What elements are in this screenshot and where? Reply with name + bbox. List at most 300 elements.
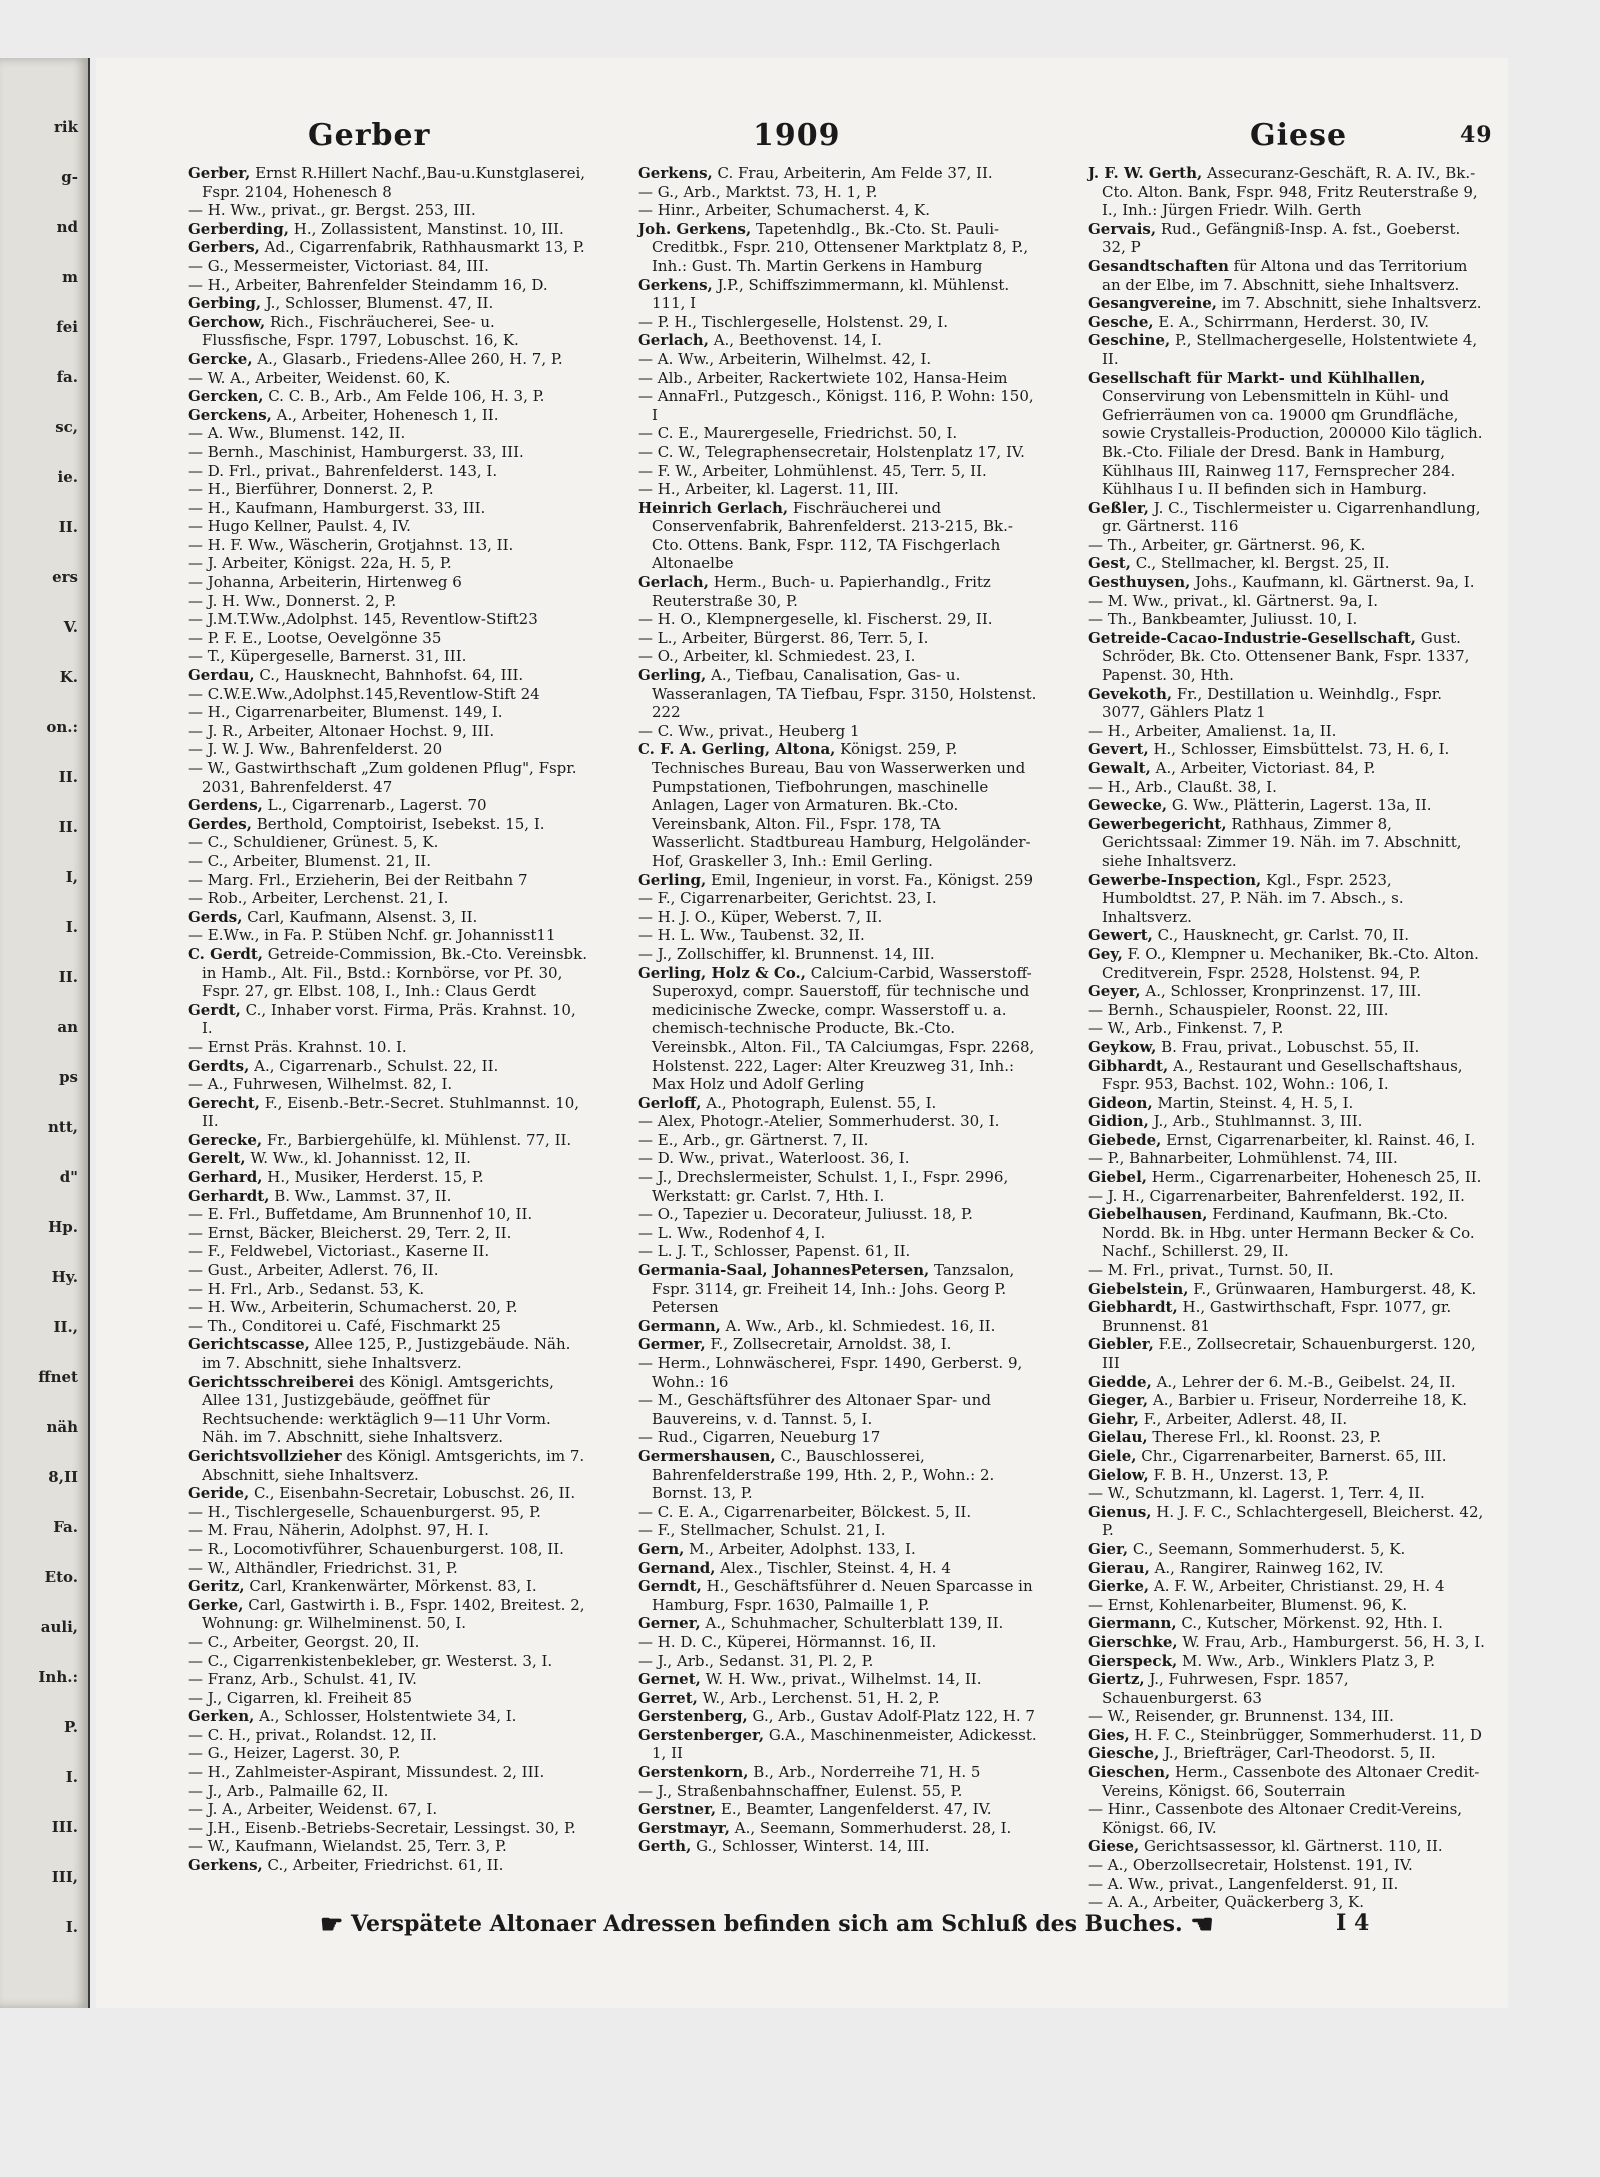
entry-details: G. Ww., Plätterin, Lagerst. 13a, II. xyxy=(1167,796,1432,815)
directory-entry xyxy=(1088,1484,1488,1503)
directory-entry xyxy=(188,1596,588,1633)
directory-entry xyxy=(638,1763,1038,1782)
directory-entry xyxy=(1088,740,1488,759)
entry-details: — W., Gastwirthschaft „Zum goldenen Pflug", Fspr. 2031, Bahrenfelderst. 47 xyxy=(188,759,577,796)
entry-details: — C. E., Maurergeselle, Friedrichst. 50, I. xyxy=(638,424,958,443)
entry-details: — M. Frl., privat., Turnst. 50, II. xyxy=(1088,1261,1334,1280)
directory-entry xyxy=(638,1689,1038,1708)
entry-details: — C. W., Telegraphensecretair, Holstenplatz 17, IV. xyxy=(638,442,1025,461)
directory-entry xyxy=(638,480,1038,499)
directory-entry xyxy=(188,443,588,462)
entry-name: Gevert, xyxy=(1088,740,1149,759)
entry-details: A., Cigarrenarb., Schulst. 22, II. xyxy=(249,1056,499,1075)
directory-entry xyxy=(638,387,1038,424)
entry-details: H., Schlosser, Eimsbüttelst. 73, H. 6, I. xyxy=(1148,740,1450,759)
entry-details: C., Stellmacher, kl. Bergst. 25, II. xyxy=(1130,554,1390,573)
entry-details: — A. Ww., Arbeiterin, Wilhelmst. 42, I. xyxy=(638,349,932,368)
directory-entry xyxy=(638,908,1038,927)
entry-details: Königst. 259, P. Technisches Bureau, Bau von Wasserwerken und Pumpstationen, Tiefbohrungen, maschinelle Anlagen, Lager von Armaturen. Bk.-Cto. Vereinsbank, Alton. Fil., Fspr. 178, TA Wasserlicht. Stadtbureau Hamburg, Helgoländer-Hof, Graskeller 3, Inh.: Emil Gerling. xyxy=(652,740,1031,870)
entry-details: Berthold, Comptoirist, Isebekst. 15, I. xyxy=(251,814,545,833)
directory-entry xyxy=(1088,1094,1488,1113)
entry-name: Heinrich Gerlach, xyxy=(638,498,789,517)
entry-details: — P., Bahnarbeiter, Lohmühlenst. 74, III. xyxy=(1088,1149,1398,1168)
entry-details: — G., Messermeister, Victoriast. 84, III. xyxy=(188,256,489,275)
previous-page-fragment: Fa. xyxy=(53,1518,78,1536)
directory-entry xyxy=(188,1242,588,1261)
directory-entry xyxy=(188,462,588,481)
entry-details: Rathhaus, Zimmer 8, Gerichtssaal: Zimmer 19. Näh. im 7. Abschnitt, siehe Inhaltsverz. xyxy=(1102,814,1462,870)
entry-name: Gerloff, xyxy=(638,1093,702,1112)
entry-details: Carl, Krankenwärter, Mörkenst. 83, I. xyxy=(244,1577,537,1596)
entry-details: Gust. Schröder, Bk. Cto. Ottensener Bank, Fspr. 1337, Papenst. 30, Hth. xyxy=(1102,628,1470,685)
directory-entry xyxy=(1088,1875,1488,1894)
directory-entry xyxy=(638,1391,1038,1428)
directory-entry xyxy=(638,871,1038,890)
entry-details: A., Lehrer der 6. M.-B., Geibelst. 24, II. xyxy=(1151,1372,1456,1391)
entry-details: C., Eisenbahn-Secretair, Lobuschst. 26, II. xyxy=(249,1484,576,1503)
directory-entry xyxy=(1088,1131,1488,1150)
previous-page-fragment: m xyxy=(62,268,78,286)
entry-name: Gewecke, xyxy=(1088,796,1168,815)
entry-name: Geritz, xyxy=(188,1577,245,1596)
directory-entry xyxy=(188,480,588,499)
entry-details: H. J. F. C., Schlachtergesell, Bleicherst. 42, P. xyxy=(1102,1502,1484,1540)
directory-entry xyxy=(188,1484,588,1503)
directory-entry xyxy=(1088,369,1488,499)
directory-entry xyxy=(1088,499,1488,536)
entry-details: — A., Fuhrwesen, Wilhelmst. 82, I. xyxy=(188,1075,453,1094)
entry-name: Gern, xyxy=(638,1539,685,1558)
entry-details: — L., Arbeiter, Bürgerst. 86, Terr. 5, I. xyxy=(638,628,929,647)
directory-entry xyxy=(1088,1744,1488,1763)
previous-page-fragment: ffnet xyxy=(38,1368,78,1386)
entry-name: Gerckens, xyxy=(188,405,272,424)
entry-name: Gesche, xyxy=(1088,312,1154,331)
entry-details: — A. A., Arbeiter, Quäckerberg 3, K. xyxy=(1088,1893,1365,1912)
directory-entry xyxy=(1088,164,1488,220)
entry-name: Giesche, xyxy=(1088,1744,1160,1763)
entry-details: A., Barbier u. Friseur, Norderreihe 18, K. xyxy=(1148,1391,1467,1410)
entry-details: — C. E. A., Cigarrenarbeiter, Bölckest. 5, II. xyxy=(638,1502,972,1521)
directory-entry xyxy=(1088,1856,1488,1875)
previous-page-fragment: III. xyxy=(51,1818,78,1836)
directory-entry xyxy=(188,1001,588,1038)
entry-details: A., Tiefbau, Canalisation, Gas- u. Wasseranlagen, TA Tiefbau, Fspr. 3150, Holstenst. 222 xyxy=(652,666,1037,722)
entry-details: — Hugo Kellner, Paulst. 4, IV. xyxy=(188,517,411,536)
entry-details: Fr., Barbiergehülfe, kl. Mühlenst. 77, II. xyxy=(262,1130,572,1149)
directory-entry xyxy=(188,1187,588,1206)
entry-details: B. Frau, privat., Lobuschst. 55, II. xyxy=(1156,1037,1420,1056)
entry-name: Gerndt, xyxy=(638,1577,702,1596)
entry-details: Gerichtsassessor, kl. Gärtnerst. 110, II. xyxy=(1139,1837,1443,1856)
directory-entry xyxy=(1088,1428,1488,1447)
entry-details: im 7. Abschnitt, siehe Inhaltsverz. xyxy=(1217,294,1482,313)
directory-entry xyxy=(188,1038,588,1057)
entry-name: Gerchow, xyxy=(188,312,266,331)
entry-details: A. F. W., Arbeiter, Christianst. 29, H. 4 xyxy=(1149,1577,1445,1596)
entry-details: — Th., Arbeiter, gr. Gärtnerst. 96, K. xyxy=(1088,535,1366,554)
directory-entry xyxy=(188,1577,588,1596)
entry-details: — J., Cigarren, kl. Freiheit 85 xyxy=(188,1688,413,1707)
directory-entry xyxy=(1088,629,1488,685)
directory-entry xyxy=(188,1280,588,1299)
entry-name: C. F. A. Gerling, Altona, xyxy=(638,740,836,759)
directory-entry xyxy=(1088,1187,1488,1206)
directory-entry xyxy=(638,313,1038,332)
entry-details: — J., Zollschiffer, kl. Brunnenst. 14, III. xyxy=(638,944,935,963)
directory-entry xyxy=(1088,220,1488,257)
entry-name: Gieger, xyxy=(1088,1391,1149,1410)
previous-page-fragment: 8,II xyxy=(48,1468,78,1486)
directory-entry xyxy=(638,1577,1038,1614)
directory-entry xyxy=(1088,1633,1488,1652)
directory-entry xyxy=(188,201,588,220)
entry-details: Assecuranz-Geschäft, R. A. IV., Bk.-Cto. Alton. Bank, Fspr. 948, Fritz Reuterstraße 9, I., Inh.: Jürgen Friedr. Wilh. Gerth xyxy=(1102,164,1478,220)
directory-entry xyxy=(638,740,1038,870)
previous-page-fragment: K. xyxy=(59,668,78,686)
directory-entry xyxy=(188,703,588,722)
entry-details: Ferdinand, Kaufmann, Bk.-Cto. Nordd. Bk. in Hbg. unter Hermann Becker & Co. Nachf., Schillerst. 29, II. xyxy=(1102,1205,1475,1261)
entry-details: Calcium-Carbid, Wasserstoff-Superoxyd, compr. Sauerstoff, für technische und medicinische Zwecke, compr. Wasserstoff u. a. chemisch-technische Producte, Bk.-Cto. Vereinsbk., Alton. Fil., TA Calciumgas, Fspr. 2268, Holstenst. 222, Lager: Alter Kreuzweg 31, Inh.: Max Holz und Adolf Gerling xyxy=(652,963,1035,1094)
directory-entry xyxy=(188,406,588,425)
pointing-hand-right-icon: ☛ xyxy=(320,1910,344,1940)
entry-name: Gerling, xyxy=(638,870,707,889)
entry-details: C. Frau, Arbeiterin, Am Felde 37, II. xyxy=(712,164,993,182)
entry-details: Allee 125, P., Justizgebäude. Näh. im 7. Abschnitt, siehe Inhaltsverz. xyxy=(202,1335,571,1372)
previous-page-fragment: fa. xyxy=(56,368,78,386)
directory-entry xyxy=(1088,1391,1488,1410)
entry-name: Gerberding, xyxy=(188,219,289,238)
entry-name: Gesangvereine, xyxy=(1088,294,1217,313)
entry-details: W. H. Ww., privat., Wilhelmst. 14, II. xyxy=(700,1670,982,1689)
entry-name: Gerdau, xyxy=(188,666,255,685)
entry-details: — H., Zahlmeister-Aspirant, Missundest. 2, III. xyxy=(188,1763,545,1782)
entry-name: Getreide-Cacao-Industrie-Gesellschaft, xyxy=(1088,628,1417,647)
directory-entry xyxy=(188,1800,588,1819)
entry-details: C., Arbeiter, Friedrichst. 61, II. xyxy=(262,1856,504,1875)
entry-details: des Königl. Amtsgerichts, im 7. Abschnitt, siehe Inhaltsverz. xyxy=(202,1446,585,1484)
entry-details: Tapetenhdlg., Bk.-Cto. St. Pauli-Creditbk., Fspr. 210, Ottensener Marktplatz 8, P., Inh.: Gust. Th. Martin Gerkens in Hamburg xyxy=(652,219,1029,275)
previous-page-fragment: näh xyxy=(46,1418,78,1436)
directory-entry xyxy=(188,499,588,518)
directory-entry xyxy=(638,1335,1038,1354)
entry-name: Gerkens, xyxy=(638,164,713,182)
entry-details: — Franz, Arb., Schulst. 41, IV. xyxy=(188,1670,417,1689)
directory-entry xyxy=(188,1317,588,1336)
previous-page-fragment: fei xyxy=(56,318,78,336)
entry-name: Gidion, xyxy=(1088,1112,1149,1131)
entry-name: Gerling, Holz & Co., xyxy=(638,963,806,982)
previous-page-fragment: d" xyxy=(59,1168,78,1186)
directory-entry xyxy=(638,220,1038,276)
entry-details: H., Geschäftsführer d. Neuen Sparcasse in Hamburg, Fspr. 1630, Palmaille 1, P. xyxy=(652,1577,1033,1614)
previous-page-fragment: Inh.: xyxy=(38,1668,78,1686)
entry-details: — P. F. E., Lootse, Oevelgönne 35 xyxy=(188,628,442,647)
entry-details: Fr., Destillation u. Weinhdlg., Fspr. 3077, Gählers Platz 1 xyxy=(1102,684,1443,722)
entry-details: Johs., Kaufmann, kl. Gärtnerst. 9a, I. xyxy=(1190,573,1475,592)
directory-entry xyxy=(188,220,588,239)
entry-name: Giehr, xyxy=(1088,1409,1139,1428)
entry-details: — C., Schuldiener, Grünest. 5, K. xyxy=(188,833,439,852)
directory-entry xyxy=(638,1782,1038,1801)
directory-entry xyxy=(638,462,1038,481)
entry-details: — Alb., Arbeiter, Rackertwiete 102, Hansa-Heim xyxy=(638,368,1008,387)
entry-name: Gerstenberg, xyxy=(638,1707,748,1726)
directory-entry xyxy=(188,1744,588,1763)
previous-page-fragment: II. xyxy=(58,818,78,836)
entry-details: F. B. H., Unzerst. 13, P. xyxy=(1148,1465,1329,1484)
entry-details: Therese Frl., kl. Roonst. 23, P. xyxy=(1147,1428,1382,1447)
directory-entry xyxy=(1088,685,1488,722)
previous-page-fragment: II. xyxy=(58,768,78,786)
directory-entry xyxy=(638,331,1038,350)
previous-page-fragment: II., xyxy=(53,1318,78,1336)
entry-details: F.E., Zollsecretair, Schauenburgerst. 120, III xyxy=(1102,1335,1476,1372)
directory-entry xyxy=(638,1094,1038,1113)
header-year: 1909 xyxy=(753,118,841,153)
entry-name: Gielow, xyxy=(1088,1465,1149,1484)
directory-entry xyxy=(188,1261,588,1280)
entry-details: — C., Cigarrenkistenbekleber, gr. Westerst. 3, I. xyxy=(188,1651,553,1670)
entry-details: Rud., Gefängniß-Insp. A. fst., Goeberst. 32, P xyxy=(1102,219,1461,257)
entry-details: — Hinr., Arbeiter, Schumacherst. 4, K. xyxy=(638,201,930,220)
previous-page-fragment: sc, xyxy=(55,418,78,436)
directory-entry xyxy=(638,1503,1038,1522)
entry-details: — Gust., Arbeiter, Adlerst. 76, II. xyxy=(188,1261,439,1280)
entry-name: Gervais, xyxy=(1088,219,1157,238)
directory-entry xyxy=(638,1614,1038,1633)
entry-details: A., Glasarb., Friedens-Allee 260, H. 7, P. xyxy=(252,349,563,368)
directory-entry xyxy=(638,647,1038,666)
entry-name: Gerecht, xyxy=(188,1093,260,1112)
entry-name: Gerth, xyxy=(638,1837,692,1856)
directory-entry xyxy=(1088,1001,1488,1020)
directory-entry xyxy=(188,257,588,276)
directory-entry xyxy=(188,573,588,592)
directory-entry xyxy=(638,1428,1038,1447)
directory-entry xyxy=(188,1298,588,1317)
entry-details: — W., Schutzmann, kl. Lagerst. 1, Terr. 4, II. xyxy=(1088,1484,1425,1503)
directory-entry xyxy=(188,313,588,350)
entry-details: — W., Arb., Finkenst. 7, P. xyxy=(1088,1019,1284,1038)
previous-page-fragment: g- xyxy=(61,168,78,186)
entry-name: Gerecke, xyxy=(188,1130,263,1149)
entry-name: Giedde, xyxy=(1088,1372,1152,1391)
directory-entry xyxy=(188,759,588,796)
entry-details: Martin, Steinst. 4, H. 5, I. xyxy=(1152,1093,1354,1112)
entry-details: B., Arb., Norderreihe 71, H. 5 xyxy=(748,1763,981,1782)
entry-name: Gewerbe-Inspection, xyxy=(1088,870,1262,889)
entry-name: Gerstenberger, xyxy=(638,1725,765,1744)
entry-details: — Th., Conditorei u. Café, Fischmarkt 25 xyxy=(188,1316,501,1335)
directory-entry xyxy=(188,1373,588,1447)
directory-entry xyxy=(638,350,1038,369)
entry-details: — H., Kaufmann, Hamburgerst. 33, III. xyxy=(188,498,486,517)
entry-details: P., Stellmachergeselle, Holstentwiete 4, II. xyxy=(1102,331,1478,368)
directory-entry xyxy=(1088,1837,1488,1856)
entry-name: Gieschen, xyxy=(1088,1763,1171,1782)
entry-details: J.P., Schiffszimmermann, kl. Mühlenst. 111, I xyxy=(652,275,1010,313)
previous-page-fragment: Hy. xyxy=(51,1268,78,1286)
directory-entry xyxy=(638,1224,1038,1243)
previous-page-fragment: on.: xyxy=(46,718,78,736)
directory-entry xyxy=(1088,1205,1488,1261)
entry-details: — AnnaFrl., Putzgesch., Königst. 116, P. Wohn: 150, I xyxy=(638,387,1034,424)
entry-details: H., Musiker, Herderst. 15, P. xyxy=(262,1168,484,1187)
entry-details: A., Rangirer, Rainweg 162, IV. xyxy=(1149,1558,1384,1577)
directory-entry xyxy=(1088,1112,1488,1131)
directory-entry xyxy=(1088,1447,1488,1466)
entry-details: — R., Locomotivführer, Schauenburgerst. 108, II. xyxy=(188,1539,564,1558)
entry-details: — M., Geschäftsführer des Altonaer Spar- und Bauvereins, v. d. Tannst. 5, I. xyxy=(638,1391,991,1428)
directory-entry xyxy=(638,629,1038,648)
entry-name: Gesthuysen, xyxy=(1088,573,1191,592)
entry-details: für Altona und das Territorium an der Elbe, im 7. Abschnitt, siehe Inhaltsverz. xyxy=(1102,256,1468,294)
entry-details: Chr., Cigarrenarbeiter, Barnerst. 65, III. xyxy=(1136,1446,1447,1465)
entry-name: Gerner, xyxy=(638,1614,701,1633)
entry-name: Germershausen, xyxy=(638,1446,776,1465)
entry-details: W., Arb., Lerchenst. 51, H. 2, P. xyxy=(697,1688,940,1707)
previous-page-edge xyxy=(0,58,90,2008)
directory-entry xyxy=(188,424,588,443)
entry-details: A., Schlosser, Kronprinzenst. 17, III. xyxy=(1140,982,1422,1001)
entry-details: — Bernh., Schauspieler, Roonst. 22, III. xyxy=(1088,1000,1389,1019)
entry-details: M. Ww., Arb., Winklers Platz 3, P. xyxy=(1177,1651,1435,1670)
directory-entry xyxy=(188,908,588,927)
entry-name: Gerling, xyxy=(638,666,707,685)
directory-entry xyxy=(1088,1763,1488,1800)
entry-details: — G., Arb., Marktst. 73, H. 1, P. xyxy=(638,182,878,201)
entry-details: — H. Ww., Arbeiterin, Schumacherst. 20, P. xyxy=(188,1298,518,1317)
entry-name: Geyer, xyxy=(1088,982,1141,1001)
directory-entry xyxy=(638,1242,1038,1261)
column-2 xyxy=(638,164,1038,1912)
directory-entry xyxy=(1088,982,1488,1001)
directory-entry xyxy=(1088,331,1488,368)
entry-details: — Ernst, Kohlenarbeiter, Blumenst. 96, K. xyxy=(1088,1595,1408,1614)
entry-details: — A. Ww., Blumenst. 142, II. xyxy=(188,424,406,443)
entry-details: E. A., Schirrmann, Herderst. 30, IV. xyxy=(1153,312,1430,331)
entry-details: W. Ww., kl. Johannisst. 12, II. xyxy=(245,1149,471,1168)
directory-entry xyxy=(188,1689,588,1708)
previous-page-fragment: II. xyxy=(58,518,78,536)
entry-name: Gewalt, xyxy=(1088,759,1151,777)
directory-entry xyxy=(188,833,588,852)
entry-details: Kgl., Fspr. 2523, Humboldtst. 27, P. Näh. im 7. Absch., s. Inhaltsverz. xyxy=(1102,870,1404,926)
entry-name: Gerlach, xyxy=(638,573,709,592)
entry-details: — J. Arbeiter, Königst. 22a, H. 5, P. xyxy=(188,554,452,573)
entry-details: Herm., Cigarrenarbeiter, Hohenesch 25, II. xyxy=(1147,1168,1482,1187)
entry-details: W. Frau, Arb., Hamburgerst. 56, H. 3, I. xyxy=(1177,1632,1485,1651)
previous-page-fragment: V. xyxy=(63,618,78,636)
signature-mark: I 4 xyxy=(1336,1910,1370,1936)
directory-entry xyxy=(1088,554,1488,573)
directory-entry xyxy=(1088,815,1488,871)
directory-entry xyxy=(188,685,588,704)
entry-details: — J.H., Eisenb.-Betriebs-Secretair, Lessingst. 30, P. xyxy=(188,1818,576,1837)
entry-details: H., Gastwirthschaft, Fspr. 1077, gr. Brunnenst. 81 xyxy=(1102,1298,1452,1335)
entry-details: C. C. B., Arb., Am Felde 106, H. 3, P. xyxy=(263,387,545,406)
directory-entry xyxy=(188,1503,588,1522)
entry-details: — H., Bierführer, Donnerst. 2, P. xyxy=(188,480,434,499)
entry-name: Gerdens, xyxy=(188,796,263,815)
directory-entry xyxy=(1088,1540,1488,1559)
entry-details: — Rob., Arbeiter, Lerchenst. 21, I. xyxy=(188,889,449,908)
directory-entry xyxy=(1088,796,1488,815)
previous-page-fragment: ers xyxy=(52,568,78,586)
entry-details: — E., Arb., gr. Gärtnerst. 7, II. xyxy=(638,1130,869,1149)
entry-details: — J. R., Arbeiter, Altonaer Hochst. 9, III. xyxy=(188,721,495,740)
entry-details: — H. Ww., privat., gr. Bergst. 253, III. xyxy=(188,201,476,220)
directory-entry xyxy=(188,387,588,406)
directory-entry xyxy=(188,1094,588,1131)
directory-entry xyxy=(1088,1559,1488,1578)
directory-entry xyxy=(188,852,588,871)
entry-details: A., Arbeiter, Hohenesch 1, II. xyxy=(271,405,499,424)
entry-details: — D. Frl., privat., Bahrenfelderst. 143, I. xyxy=(188,461,498,480)
directory-entry xyxy=(638,1652,1038,1671)
entry-name: Giebler, xyxy=(1088,1335,1154,1354)
entry-details: — D. Ww., privat., Waterloost. 36, I. xyxy=(638,1149,910,1168)
directory-entry xyxy=(638,1205,1038,1224)
entry-details: B. Ww., Lammst. 37, II. xyxy=(269,1186,452,1205)
entry-name: Gernand, xyxy=(638,1558,716,1577)
directory-entry xyxy=(1088,1707,1488,1726)
entry-details: — F. W., Arbeiter, Lohmühlenst. 45, Terr. 5, II. xyxy=(638,461,987,480)
entry-name: Giebel, xyxy=(1088,1168,1148,1187)
entry-details: — J.M.T.Ww.,Adolphst. 145, Reventlow-Stift23 xyxy=(188,610,538,629)
entry-name: Gies, xyxy=(1088,1725,1130,1744)
entry-name: Gielau, xyxy=(1088,1428,1148,1447)
directory-entry xyxy=(188,276,588,295)
directory-entry xyxy=(1088,1670,1488,1707)
directory-entry xyxy=(188,1633,588,1652)
entry-details: — A., Oberzollsecretair, Holstenst. 191, IV. xyxy=(1088,1856,1413,1875)
directory-entry xyxy=(1088,1503,1488,1540)
entry-name: Geykow, xyxy=(1088,1037,1157,1056)
directory-entry xyxy=(188,1168,588,1187)
entry-details: A., Beethovenst. 14, I. xyxy=(708,331,882,350)
entry-details: A., Restaurant und Gesellschaftshaus, Fspr. 953, Bachst. 102, Wohn.: 106, I. xyxy=(1102,1056,1463,1094)
entry-name: Gibhardt, xyxy=(1088,1056,1169,1075)
entry-details: — C. H., privat., Rolandst. 12, II. xyxy=(188,1725,437,1744)
previous-page-fragment: an xyxy=(57,1018,78,1036)
directory-entry xyxy=(638,1149,1038,1168)
directory-entry xyxy=(638,1521,1038,1540)
directory-entry xyxy=(638,424,1038,443)
entry-name: Giebelstein, xyxy=(1088,1279,1189,1298)
entry-name: Gesellschaft für Markt- und Kühlhallen, xyxy=(1088,368,1426,387)
directory-entry xyxy=(188,796,588,815)
entry-details: — A. Ww., privat., Langenfelderst. 91, II. xyxy=(1088,1874,1399,1893)
entry-name: Gerdts, xyxy=(188,1056,250,1075)
directory-entry xyxy=(1088,610,1488,629)
entry-details: — H. D. C., Küperei, Hörmannst. 16, II. xyxy=(638,1632,937,1651)
entry-details: — H., Tischlergeselle, Schauenburgerst. 95, P. xyxy=(188,1502,541,1521)
entry-details: — P. H., Tischlergeselle, Holstenst. 29, I. xyxy=(638,312,948,331)
directory-entry xyxy=(1088,294,1488,313)
directory-entry xyxy=(1088,1298,1488,1335)
directory-entry xyxy=(188,1819,588,1838)
entry-details: F., Eisenb.-Betr.-Secret. Stuhlmannst. 10, II. xyxy=(202,1093,580,1131)
directory-entry xyxy=(1088,778,1488,797)
entry-details: — E.Ww., in Fa. P. Stüben Nchf. gr. Johannisst11 xyxy=(188,926,556,945)
previous-page-fragment: ps xyxy=(59,1068,78,1086)
entry-name: Gerstenkorn, xyxy=(638,1763,749,1782)
entry-name: Gercke, xyxy=(188,349,253,368)
entry-details: — H. J. O., Küper, Weberst. 7, II. xyxy=(638,907,883,926)
previous-page-fragment: P. xyxy=(63,1718,78,1736)
